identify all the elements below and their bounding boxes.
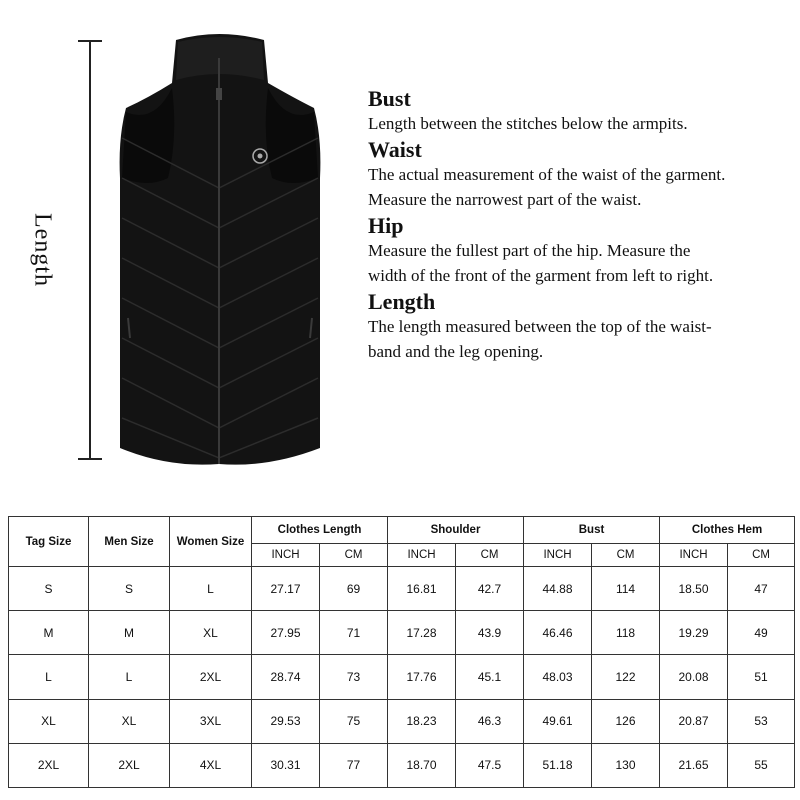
unit-cm: CM [592,544,660,567]
unit-inch: INCH [252,544,320,567]
table-cell: 122 [592,655,660,699]
table-cell: 49 [728,611,795,655]
table-row [9,743,795,787]
table-cell: 45.1 [456,655,524,699]
table-cell: 71 [320,611,388,655]
measurement-definitions [368,86,788,365]
header-bust: Bust [524,517,660,544]
table-cell: 30.31 [252,743,320,787]
definition-text-bust: Length between the stitches below the armpits. [368,114,688,133]
table-cell: XL [9,699,89,743]
measure-vertical-line [89,40,91,460]
table-cell: 55 [728,743,795,787]
definition-text-hip-line2: width of the front of the garment from left to right. [368,266,714,285]
definition-text-hip-line1: Measure the fullest part of the hip. Measure the [368,240,691,260]
table-cell: M [9,611,89,655]
table-cell: 27.95 [252,611,320,655]
table-cell: L [170,567,252,611]
definition-term-waist: Waist [368,136,422,162]
table-cell: 49.61 [524,699,592,743]
header-clothes-hem: Clothes Hem [660,517,795,544]
table-cell: 20.08 [660,655,728,699]
header-shoulder: Shoulder [388,517,524,544]
heated-vest-image [108,28,330,468]
definition-term-length: Length [368,288,436,314]
table-cell: XL [89,699,170,743]
definition-text-waist-line1: The actual measurement of the waist of the garment. [368,164,726,184]
definition-term-hip: Hip [368,212,404,238]
table-cell: 47.5 [456,743,524,787]
table-cell: 126 [592,699,660,743]
table-cell: 77 [320,743,388,787]
table-cell: 3XL [170,699,252,743]
table-cell: 2XL [170,655,252,699]
table-cell: 44.88 [524,567,592,611]
table-cell: 42.7 [456,567,524,611]
table-cell: 73 [320,655,388,699]
definition-text-length-line1: The length measured between the top of the waist- [368,316,712,336]
table-cell: 20.87 [660,699,728,743]
table-cell: 75 [320,699,388,743]
table-cell: 18.23 [388,699,456,743]
table-cell: 46.46 [524,611,592,655]
definition-text-length-line2: band and the leg opening. [368,342,544,361]
table-cell: 4XL [170,743,252,787]
table-cell: 114 [592,567,660,611]
table-cell: 47 [728,567,795,611]
header-men-size: Men Size [89,517,170,567]
measure-cap-bottom [78,458,102,460]
table-cell: 51.18 [524,743,592,787]
table-cell: S [9,567,89,611]
header-clothes-length: Clothes Length [252,517,388,544]
table-cell: 2XL [89,743,170,787]
table-header-row [9,517,795,544]
table-cell: 28.74 [252,655,320,699]
unit-inch: INCH [660,544,728,567]
unit-inch: INCH [524,544,592,567]
table-cell: 2XL [9,743,89,787]
table-row [9,655,795,699]
size-chart-table [8,516,795,788]
table-cell: 118 [592,611,660,655]
table-cell: 43.9 [456,611,524,655]
table-cell: 16.81 [388,567,456,611]
table-cell: 18.50 [660,567,728,611]
table-row [9,567,795,611]
unit-cm: CM [456,544,524,567]
table-cell: 17.28 [388,611,456,655]
table-row [9,611,795,655]
table-cell: 130 [592,743,660,787]
table-cell: 69 [320,567,388,611]
table-cell: L [9,655,89,699]
table-cell: 17.76 [388,655,456,699]
unit-inch: INCH [388,544,456,567]
table-cell: 29.53 [252,699,320,743]
table-cell: S [89,567,170,611]
table-cell: XL [170,611,252,655]
length-measure-line [78,40,102,460]
table-cell: 46.3 [456,699,524,743]
length-measure-label: Length [29,213,56,287]
table-cell: 51 [728,655,795,699]
table-cell: 19.29 [660,611,728,655]
table-cell: 21.65 [660,743,728,787]
unit-cm: CM [320,544,388,567]
table-cell: L [89,655,170,699]
unit-cm: CM [728,544,795,567]
table-cell: 18.70 [388,743,456,787]
table-cell: M [89,611,170,655]
header-women-size: Women Size [170,517,252,567]
definition-term-bust: Bust [368,86,411,111]
header-tag-size: Tag Size [9,517,89,567]
definition-text-waist-line2: Measure the narrowest part of the waist. [368,190,642,209]
table-cell: 48.03 [524,655,592,699]
table-cell: 27.17 [252,567,320,611]
table-cell: 53 [728,699,795,743]
table-row [9,699,795,743]
